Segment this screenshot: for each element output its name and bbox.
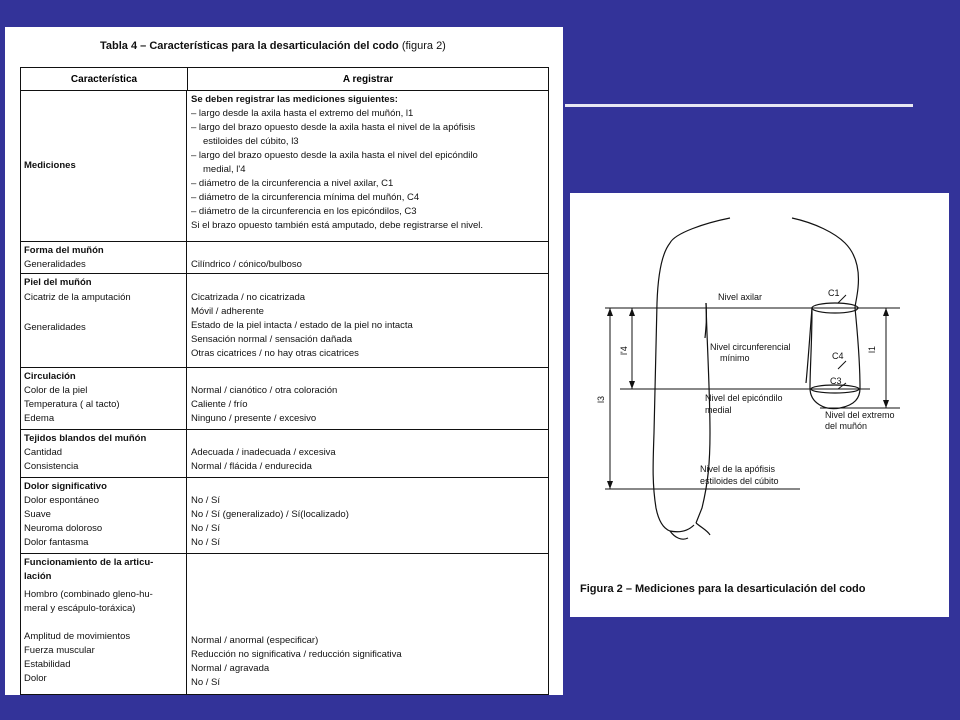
tejidos-right-item: Adecuada / inadecuada / excesiva <box>191 447 336 458</box>
section-circulacion <box>21 368 548 430</box>
tejidos-title: Tejidos blandos del muñón <box>24 433 147 444</box>
piel-right-item: Móvil / adherente <box>191 306 264 317</box>
piel-left-item: Cicatriz de la amputación <box>24 292 131 303</box>
dolor-left-item: Dolor fantasma <box>24 537 89 548</box>
dolor-right-item: No / Sí <box>191 537 221 548</box>
tejidos-left-item: Consistencia <box>24 461 79 472</box>
funcion-title-2: lación <box>24 571 52 582</box>
dolor-right-item: No / Sí <box>191 523 221 534</box>
l3-arrow-top <box>607 308 613 316</box>
forma-label: Generalidades <box>24 259 86 270</box>
label-extremo-1: Nivel del extremo <box>825 410 895 420</box>
funcion-left-item: Fuerza muscular <box>24 645 95 656</box>
piel-right-item: Estado de la piel intacta / estado de la piel no intacta <box>191 320 413 331</box>
funcion-left-item: Estabilidad <box>24 659 71 670</box>
tejidos-left-item: Cantidad <box>24 447 63 458</box>
header-caracteristica: Característica <box>21 68 188 90</box>
mediciones-line: – diámetro de la circunferencia mínima del muñón, C4 <box>191 192 420 203</box>
left-hand-fingers <box>670 523 710 539</box>
funcion-right-item: Normal / anormal (especificar) <box>191 635 319 646</box>
label-epicondilo-2: medial <box>705 405 732 415</box>
mediciones-line: Si el brazo opuesto también está amputado, debe registrarse el nivel. <box>191 220 484 231</box>
label-c3: C3 <box>830 376 842 386</box>
dolor-title: Dolor significativo <box>24 481 107 492</box>
label-epicondilo-1: Nivel del epicóndilo <box>705 393 783 403</box>
piel-title: Piel del muñón <box>24 277 92 288</box>
header-a-registrar: A registrar <box>342 73 394 85</box>
section-dolor <box>21 478 548 554</box>
piel-right-item: Otras cicatrices / no hay otras cicatrices <box>191 348 359 359</box>
piel-left-item: Generalidades <box>24 322 86 333</box>
mediciones-line: estiloides del cúbito, l3 <box>203 136 299 147</box>
dolor-left-item: Dolor espontáneo <box>24 495 99 506</box>
funcion-left-item: Amplitud de movimientos <box>24 631 131 642</box>
l1-arrow-bottom <box>883 400 889 408</box>
mediciones-line: – largo del brazo opuesto desde la axila hasta el nivel del epicóndilo <box>191 150 478 161</box>
l1-arrow-top <box>883 308 889 316</box>
label-circunferencial-1: Nivel circunferencial <box>710 342 791 352</box>
label-apofisis-2: estiloides del cúbito <box>700 476 779 486</box>
dolor-left-item: Neuroma doloroso <box>24 523 103 534</box>
characteristics-table <box>20 67 549 695</box>
piel-right-item: Cicatrizada / no cicatrizada <box>191 292 306 303</box>
tejidos-right-item: Normal / flácida / endurecida <box>191 461 312 472</box>
label-l4: l'4 <box>619 346 629 355</box>
dolor-right-item: No / Sí (generalizado) / Sí(localizado) <box>191 509 349 520</box>
label-l1: l1 <box>867 345 877 353</box>
forma-title: Forma del muñón <box>24 245 104 256</box>
left-arm <box>653 303 710 532</box>
figure-panel <box>570 193 949 617</box>
mediciones-line: – diámetro de la circunferencia a nivel axilar, C1 <box>191 178 394 189</box>
table-title: Tabla 4 – Características para la desarticulación del codo (figura 2) <box>100 40 446 52</box>
l4-arrow-bottom <box>629 381 635 389</box>
label-extremo-2: del muñón <box>825 421 868 431</box>
label-circunferencial-2: mínimo <box>720 353 750 363</box>
mediciones-label: Mediciones <box>24 160 76 171</box>
funcion-hombro-2: meral y escápulo-toráxica) <box>24 603 136 614</box>
l4-arrow-top <box>629 308 635 316</box>
funcion-title-1: Funcionamiento de la articu- <box>24 557 154 568</box>
label-apofisis-1: Nivel de la apófisis <box>700 464 776 474</box>
section-mediciones <box>21 91 548 242</box>
dolor-left-item: Suave <box>24 509 51 520</box>
label-nivel-axilar: Nivel axilar <box>718 292 763 302</box>
label-l3: l3 <box>596 395 606 403</box>
table-header-row <box>21 68 548 91</box>
piel-right-item: Sensación normal / sensación dañada <box>191 334 353 345</box>
circulacion-right-item: Ninguno / presente / excesivo <box>191 413 317 424</box>
mediciones-line: medial, l'4 <box>203 164 246 175</box>
table-panel <box>5 27 563 695</box>
header-divider-line <box>565 104 913 107</box>
circulacion-title: Circulación <box>24 371 76 382</box>
label-c4: C4 <box>832 351 844 361</box>
funcion-right-item: No / Sí <box>191 677 221 688</box>
section-forma <box>21 242 548 274</box>
circulacion-left-item: Temperatura ( al tacto) <box>24 399 120 410</box>
funcion-right-item: Normal / agravada <box>191 663 270 674</box>
section-piel <box>21 274 548 368</box>
circulacion-left-item: Color de la piel <box>24 385 88 396</box>
mediciones-line: Se deben registrar las mediciones siguientes: <box>191 94 398 105</box>
arm-measurement-diagram <box>570 193 949 578</box>
funcion-left-item: Dolor <box>24 673 47 684</box>
section-tejidos <box>21 430 548 478</box>
funcion-hombro-1: Hombro (combinado gleno-hu- <box>24 589 153 600</box>
circulacion-right-item: Caliente / frío <box>191 399 248 410</box>
forma-value: Cilíndrico / cónico/bulboso <box>191 259 302 270</box>
funcion-right-item: Reducción no significativa / reducción significativa <box>191 649 402 660</box>
circulacion-right-item: Normal / cianótico / otra coloración <box>191 385 338 396</box>
mediciones-line: – largo del brazo opuesto desde la axila hasta el nivel de la apófisis <box>191 122 476 133</box>
mediciones-line: – diámetro de la circunferencia en los epicóndilos, C3 <box>191 206 417 217</box>
circulacion-left-item: Edema <box>24 413 55 424</box>
c4-leader <box>838 361 846 369</box>
section-funcionamiento <box>21 554 548 694</box>
l3-arrow-bottom <box>607 481 613 489</box>
dolor-right-item: No / Sí <box>191 495 221 506</box>
mediciones-line: – largo desde la axila hasta el extremo del muñón, l1 <box>191 108 414 119</box>
figure-caption: Figura 2 – Mediciones para la desarticulación del codo <box>580 583 866 595</box>
label-c1: C1 <box>828 288 840 298</box>
